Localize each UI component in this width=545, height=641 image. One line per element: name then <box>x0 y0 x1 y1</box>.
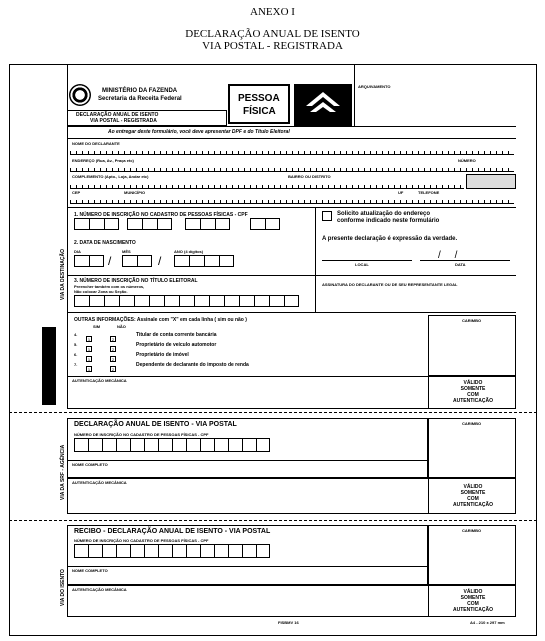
left-column-line <box>67 64 68 409</box>
carimbo-box-1 <box>428 315 516 376</box>
carimbo-label-3: CARIMBO <box>462 528 482 533</box>
cut-line-1 <box>9 412 537 413</box>
via2-cpf-input[interactable] <box>74 438 270 452</box>
carimbo-label-1: CARIMBO <box>462 318 482 323</box>
via2-nome-label: NOME COMPLETO <box>72 462 108 467</box>
data-input[interactable] <box>420 260 510 261</box>
mes-input[interactable] <box>122 255 152 267</box>
endereco-input[interactable] <box>70 168 514 172</box>
field3-note1: Preencher também com os números, <box>74 284 145 289</box>
item-7-num: 7. <box>74 362 78 367</box>
secretariat-name: Secretaria da Receita Federal <box>98 96 182 102</box>
document-title: DECLARAÇÃO ANUAL DE ISENTO <box>185 28 360 40</box>
receita-logo-icon <box>294 84 352 126</box>
item-4-num: 4. <box>74 332 78 337</box>
titulo-input[interactable] <box>74 295 299 307</box>
outras-label: OUTRAS INFORMAÇÕES: Assinale com "X" em cada linha ( sim ou não ) <box>74 317 247 323</box>
valido-line3: COM <box>467 392 479 398</box>
via2-cpf-label: NÚMERO DE INSCRIÇÃO NO CADASTRO DE PESSOAS FÍSICAS - CPF <box>74 432 209 437</box>
ano-input[interactable] <box>174 255 234 267</box>
cpf-input-2[interactable] <box>127 218 172 230</box>
valido-stamp-2 <box>430 484 516 508</box>
instruction-text: Ao entregar deste formulário, você deve apresentar DPF e do Título Eleitoral <box>108 129 290 135</box>
valido-line3: COM <box>467 601 479 607</box>
address-bottom-line <box>67 207 516 208</box>
dia-label: DIA <box>74 249 81 254</box>
valido-line4: AUTENTICAÇÃO <box>453 398 493 404</box>
ano-label: ANO (4 dígitos) <box>174 249 204 254</box>
middle-divider <box>315 207 316 312</box>
item-5-text: Proprietário de veículo automotor <box>136 342 217 348</box>
item-7-text: Dependente de declarante do imposto de renda <box>136 362 249 368</box>
auth-divider-2 <box>428 478 429 514</box>
telefone-label: TELEFONE <box>418 190 440 195</box>
cpf-digit-input[interactable] <box>250 218 280 230</box>
dia-input[interactable] <box>74 255 104 267</box>
nome-label: NOME DO DECLARANTE <box>72 141 120 146</box>
valido-stamp-3 <box>430 589 516 613</box>
shaded-field <box>466 174 516 189</box>
valido-line4: AUTENTICAÇÃO <box>453 607 493 613</box>
annex-label: ANEXO I <box>250 6 295 18</box>
complemento-input[interactable] <box>70 185 464 189</box>
via-isento-label: VIA DO ISENTO <box>60 569 66 606</box>
arquivamento-divider <box>354 64 355 126</box>
mes-label: MÊS <box>122 249 131 254</box>
valido-line1: VÁLIDO <box>463 380 483 386</box>
via-srf-label: VIA DA SRF - AGÊNCIA <box>60 444 66 500</box>
verdade-text: A presente declaração é expressão da verdade. <box>322 236 458 242</box>
pessoa-fisica-box <box>228 84 290 124</box>
item-5-num: 5. <box>74 342 78 347</box>
sim-label: SIM <box>93 324 101 329</box>
valido-line2: SOMENTE <box>460 490 486 496</box>
via2-title: DECLARAÇÃO ANUAL DE ISENTO - VIA POSTAL <box>74 421 237 428</box>
footer-code: FISBMV 16 <box>278 620 299 625</box>
item-4-nao-checkbox[interactable]: 2 <box>111 336 115 342</box>
complemento-label: COMPLEMENTO (Apto., Loja, Andar etc) <box>72 174 149 179</box>
via3-cpf-label: NÚMERO DE INSCRIÇÃO NO CADASTRO DE PESSOAS FÍSICAS - CPF <box>74 538 209 543</box>
uf-label: UF <box>398 190 404 195</box>
slash-2: / <box>158 254 162 268</box>
valido-line3: COM <box>467 496 479 502</box>
decl-title-line1: DECLARAÇÃO ANUAL DE ISENTO <box>76 112 159 118</box>
brasao-icon <box>69 84 91 106</box>
field3-label: 3. NÚMERO DE INSCRIÇÃO NO TÍTULO ELEITORAL <box>74 278 198 284</box>
via2-name-line <box>67 460 428 461</box>
auth-divider-3 <box>428 585 429 617</box>
valido-line2: SOMENTE <box>460 595 486 601</box>
solicito-line1: Solicito atualização do endereço <box>337 211 431 217</box>
auth-divider-1 <box>428 376 429 409</box>
item-7-sim-checkbox[interactable]: 1 <box>87 366 91 372</box>
municipio-label: MUNICÍPIO <box>124 190 146 195</box>
autenticacao-label-3: AUTENTICAÇÃO MECÂNICA <box>72 587 127 592</box>
nome-input[interactable] <box>70 151 514 155</box>
local-label: LOCAL <box>355 262 369 267</box>
slash-1: / <box>108 254 112 268</box>
valido-line2: SOMENTE <box>460 386 486 392</box>
item-4-text: Titular de conta corrente bancária <box>136 332 217 338</box>
bairro-label: BAIRRO OU DISTRITO <box>288 174 331 179</box>
endereco-label: ENDEREÇO (Rua, Av., Praça etc) <box>72 158 134 163</box>
item-5-sim-checkbox[interactable]: 1 <box>87 346 91 352</box>
item-7-nao-checkbox[interactable]: 2 <box>111 366 115 372</box>
ministry-name: MINISTÉRIO DA FAZENDA <box>102 88 178 94</box>
carimbo-box-3 <box>428 525 516 585</box>
valido-line4: AUTENTICAÇÃO <box>453 502 493 508</box>
cep-municipio-input[interactable] <box>70 200 514 204</box>
item-6-nao-checkbox[interactable]: 2 <box>111 356 115 362</box>
carimbo-label-2: CARIMBO <box>462 421 482 426</box>
valido-line1: VÁLIDO <box>463 589 483 595</box>
cpf-input[interactable] <box>74 218 119 230</box>
assinatura-label: ASSINATURA DO DECLARANTE OU DE SEU REPRESENTANTE LEGAL <box>322 282 458 287</box>
fisica-label: FÍSICA <box>243 106 276 117</box>
autenticacao-label-1: AUTENTICAÇÃO MECÂNICA <box>72 378 127 383</box>
item-6-num: 6. <box>74 352 78 357</box>
item-6-text: Proprietário de imóvel <box>136 352 189 358</box>
valido-line1: VÁLIDO <box>463 484 483 490</box>
via-destinacao-label: VIA DA DESTINAÇÃO <box>60 248 66 300</box>
item-4-sim-checkbox[interactable]: 1 <box>87 336 91 342</box>
field1-label: 1. NÚMERO DE INSCRIÇÃO NO CADASTRO DE PESSOAS FÍSICAS - CPF <box>74 212 248 218</box>
field3-top-line <box>67 275 516 276</box>
data-label: DATA <box>455 262 466 267</box>
document-subtitle: VIA POSTAL - REGISTRADA <box>202 40 343 52</box>
cep-label: CEP <box>72 190 81 195</box>
instruction-bottom-line <box>67 138 516 139</box>
field2-label: 2. DATA DE NASCIMENTO <box>74 240 136 246</box>
autenticacao-label-2: AUTENTICAÇÃO MECÂNICA <box>72 480 127 485</box>
pessoa-label: PESSOA <box>238 93 280 104</box>
cut-line-2 <box>9 520 537 521</box>
cpf-input-3[interactable] <box>185 218 230 230</box>
data-slashes: / / <box>438 250 458 261</box>
field3-bottom-line <box>67 312 516 313</box>
via3-nome-label: NOME COMPLETO <box>72 568 108 573</box>
header-bottom-line <box>67 126 516 127</box>
via3-cpf-input[interactable] <box>74 544 270 558</box>
side-barcode-bar <box>42 327 56 405</box>
numero-label: NÚMERO <box>458 158 476 163</box>
item-5-nao-checkbox[interactable]: 2 <box>111 346 115 352</box>
local-input[interactable] <box>322 260 412 261</box>
via3-name-line <box>67 566 428 567</box>
nao-label: NÃO <box>117 324 126 329</box>
field3-note2: Não colocar Zona ou Seção. <box>74 289 128 294</box>
carimbo-box-2 <box>428 418 516 478</box>
via3-title: RECIBO - DECLARAÇÃO ANUAL DE ISENTO - VIA POSTAL <box>74 528 271 535</box>
footer-size: A4 - 210 x 297 mm <box>470 620 505 625</box>
item-6-sim-checkbox[interactable]: 1 <box>87 356 91 362</box>
valido-stamp-1 <box>430 380 516 404</box>
solicito-line2: conforme indicado neste formulário <box>337 218 440 224</box>
decl-title-line2: VIA POSTAL - REGISTRADA <box>90 118 157 124</box>
solicito-checkbox[interactable] <box>322 211 332 221</box>
arquivamento-label: ARQUIVAMENTO <box>358 84 391 89</box>
